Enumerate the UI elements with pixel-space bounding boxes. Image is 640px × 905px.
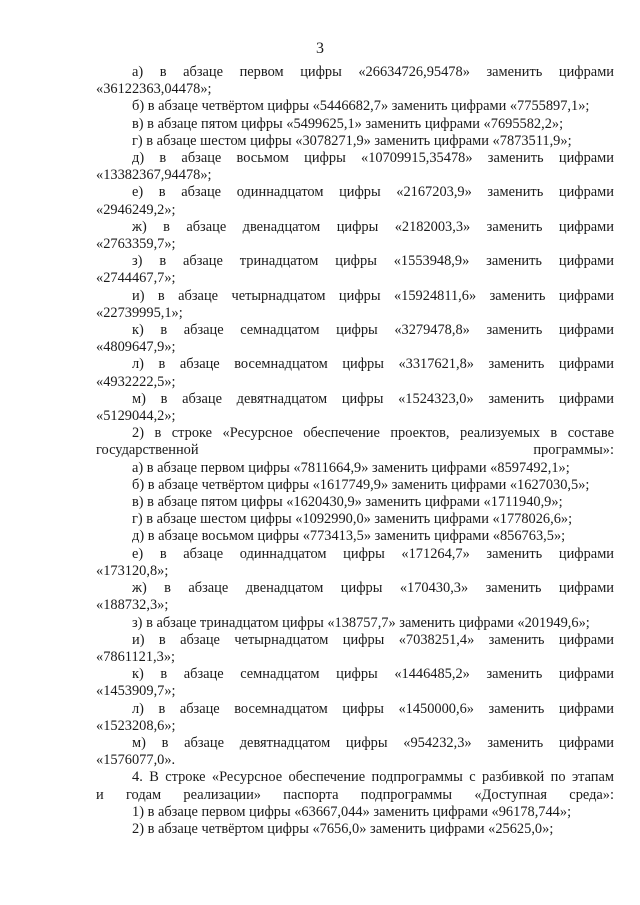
paragraph: 1) в абзаце первом цифры «63667,044» заменить цифрами «96178,744»; bbox=[132, 803, 572, 820]
paragraph: м) в абзаце девятнадцатом цифры «954232,3» заменить цифрами «1576077,0». bbox=[96, 734, 614, 769]
paragraph: л) в абзаце восемнадцатом цифры «3317621,8» заменить цифрами «4932222,5»; bbox=[96, 356, 614, 390]
paragraph: з) в абзаце тринадцатом цифры «1553948,9» заменить цифрами «2744467,7»; bbox=[96, 253, 614, 287]
paragraph: е) в абзаце одиннадцатом цифры «2167203,9» заменить цифрами «2946249,2»; bbox=[96, 184, 614, 218]
paragraph: к) в абзаце семнадцатом цифры «3279478,8» заменить цифрами «4809647,9»; bbox=[96, 322, 614, 356]
paragraph: и) в абзаце четырнадцатом цифры «7038251,4» заменить цифрами «7861121,3»; bbox=[96, 631, 614, 665]
paragraph: к) в абзаце семнадцатом цифры «1446485,2» заменить цифрами «1453909,7»; bbox=[96, 666, 614, 700]
paragraph: а) в абзаце первом цифры «26634726,95478» заменить цифрами «36122363,04478»; bbox=[96, 64, 614, 98]
paragraph: д) в абзаце восьмом цифры «773413,5» заменить цифрами «856763,5»; bbox=[132, 528, 566, 545]
paragraph: ж) в абзаце двенадцатом цифры «170430,3» заменить цифрами «188732,3»; bbox=[96, 580, 614, 614]
paragraph: е) в абзаце одиннадцатом цифры «171264,7» заменить цифрами «173120,8»; bbox=[96, 545, 614, 579]
paragraph: м) в абзаце девятнадцатом цифры «1524323,0» заменить цифрами «5129044,2»; bbox=[96, 390, 614, 425]
paragraph: 2) в абзаце четвёртом цифры «7656,0» заменить цифрами «25625,0»; bbox=[132, 820, 554, 837]
paragraph: д) в абзаце восьмом цифры «10709915,35478» заменить цифрами «13382367,94478»; bbox=[96, 150, 614, 184]
paragraph: л) в абзаце восемнадцатом цифры «1450000,6» заменить цифрами «1523208,6»; bbox=[96, 700, 614, 734]
page-number: 3 bbox=[316, 40, 324, 57]
paragraph: 4. В строке «Ресурсное обеспечение подпрограммы с разбивкой по этапам и годам реализации» паспорта подпрограммы «Доступная среда»: bbox=[96, 769, 614, 803]
paragraph: б) в абзаце четвёртом цифры «5446682,7» заменить цифрами «7755897,1»; bbox=[132, 98, 590, 115]
paragraph: в) в абзаце пятом цифры «5499625,1» заменить цифрами «7695582,2»; bbox=[132, 115, 564, 132]
paragraph: г) в абзаце шестом цифры «3078271,9» заменить цифрами «7873511,9»; bbox=[132, 132, 572, 149]
paragraph: а) в абзаце первом цифры «7811664,9» заменить цифрами «8597492,1»; bbox=[132, 459, 570, 476]
paragraph: в) в абзаце пятом цифры «1620430,9» заменить цифрами «1711940,9»; bbox=[132, 494, 563, 511]
document-body bbox=[96, 64, 614, 838]
paragraph: ж) в абзаце двенадцатом цифры «2182003,3» заменить цифрами «2763359,7»; bbox=[96, 218, 614, 253]
paragraph: б) в абзаце четвёртом цифры «1617749,9» заменить цифрами «1627030,5»; bbox=[132, 476, 590, 493]
paragraph: и) в абзаце четырнадцатом цифры «15924811,6» заменить цифрами «22739995,1»; bbox=[96, 287, 614, 321]
paragraph: г) в абзаце шестом цифры «1092990,0» заменить цифрами «1778026,6»; bbox=[132, 511, 573, 528]
paragraph: з) в абзаце тринадцатом цифры «138757,7» заменить цифрами «201949,6»; bbox=[132, 614, 590, 631]
paragraph: 2) в строке «Ресурсное обеспечение проектов, реализуемых в составе государственной программы»: bbox=[96, 425, 614, 459]
